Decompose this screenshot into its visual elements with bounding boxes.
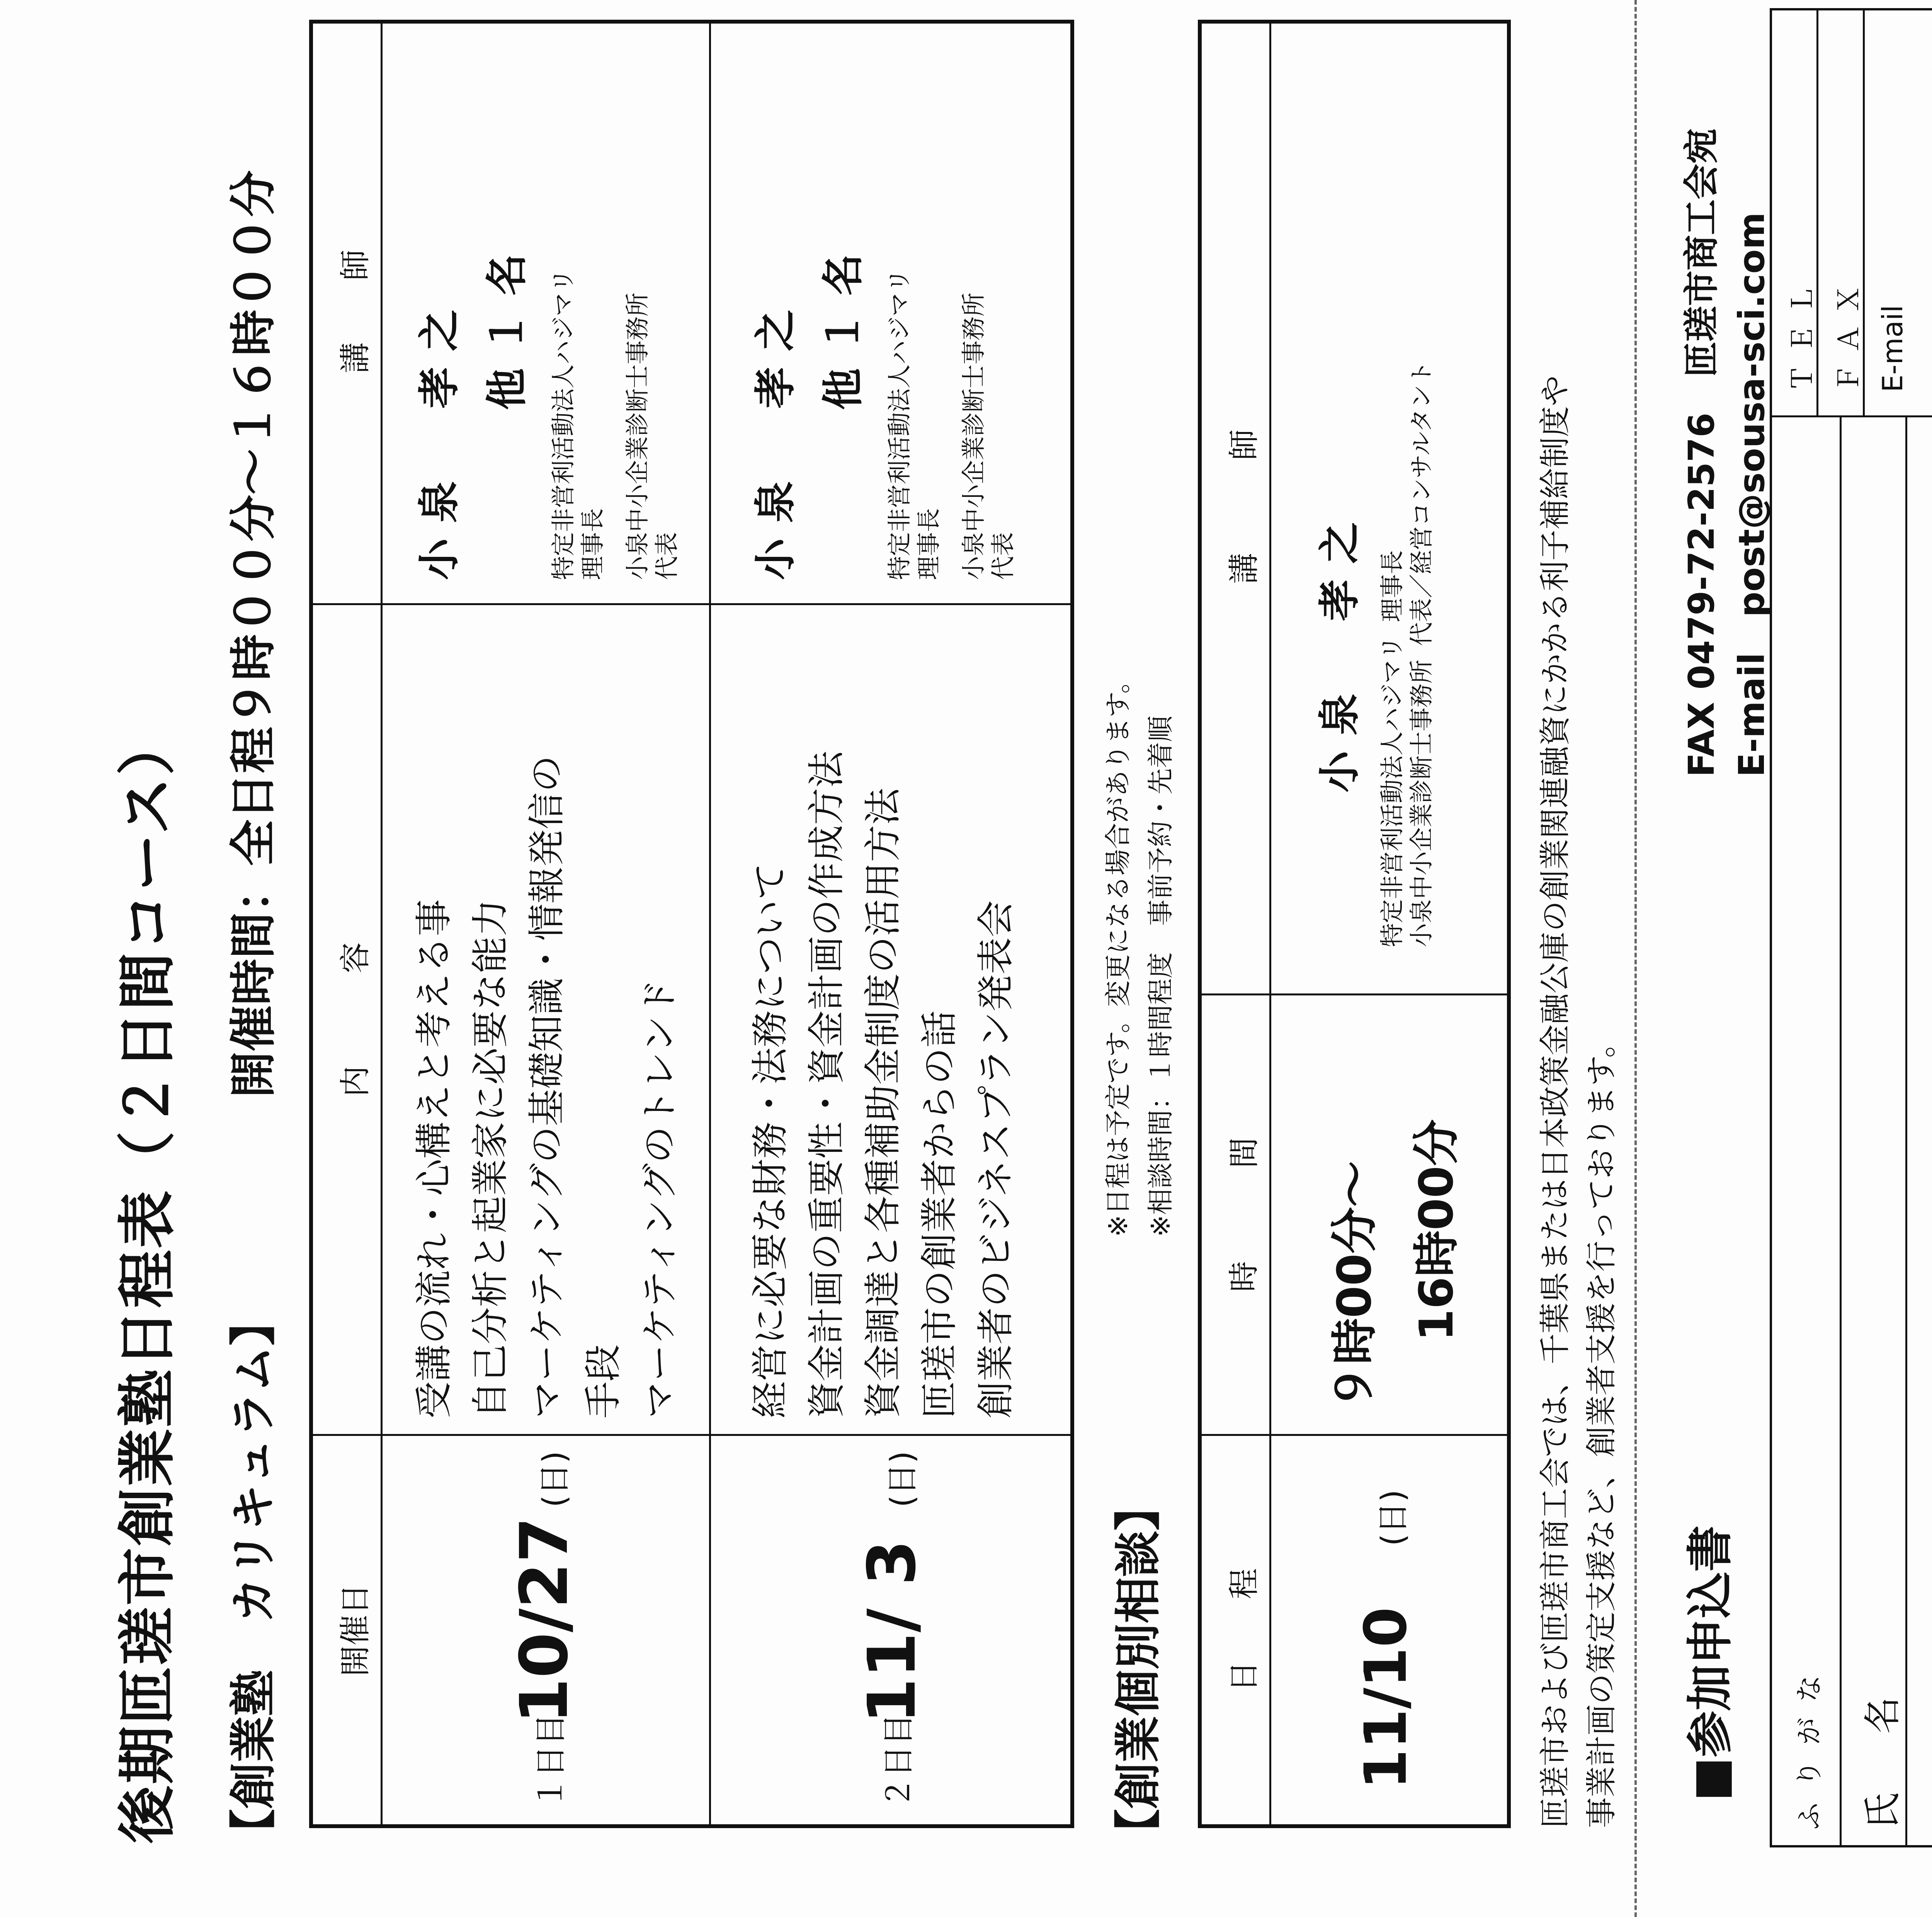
- day-label: １日目: [532, 1713, 569, 1809]
- lecturer-extra: 他１名: [819, 238, 867, 410]
- weekday: (日): [884, 1451, 921, 1507]
- lecturer-org: 特定非営利活動法人ハジマリ: [885, 268, 913, 580]
- consult-col-time: 時 間: [1202, 993, 1271, 1434]
- content-line: 資金計画の重要性・資金計画の作成方法: [805, 751, 848, 1419]
- course-label: 【創業塾 カリキュラム】: [227, 1299, 281, 1855]
- gender-label: [1930, 1686, 1932, 1830]
- col-header-date: 開催日: [313, 1434, 383, 1824]
- name-row: [1842, 415, 1907, 1845]
- content-line: 経営に必要な財務・法務について: [748, 862, 792, 1419]
- support-paragraph-line: 事業計画の策定支援など、創業者支援を行っております。: [1583, 1027, 1619, 1828]
- consult-lecturer-org: 小泉中小企業診断士事務所: [1407, 659, 1435, 947]
- consult-lecturer-role: 代表／経営コンサルタント: [1407, 361, 1435, 646]
- support-paragraph-line: 匝瑳市および匝瑳市商工会では、千葉県または日本政策金融公庫の創業関連融資にかかる利子補給制度や: [1537, 375, 1573, 1828]
- content-line: マーケティングの基礎知識・情報発信の: [525, 755, 568, 1419]
- email-row[interactable]: [1865, 10, 1932, 415]
- fax-label: ＦＡＸ: [1832, 274, 1865, 392]
- content-line: 匝瑳市の創業者からの話: [918, 1010, 961, 1419]
- consult-col-date: 日 程: [1202, 1434, 1271, 1824]
- consult-section-label: 【創業個別相談】: [1112, 1484, 1165, 1855]
- lecturer-role: 代表: [989, 532, 1017, 580]
- content-line: マーケティングのトレンド: [638, 978, 681, 1419]
- page-title: 後期匝瑳市創業塾日程表（２日間コース）: [114, 716, 181, 1844]
- fax-row[interactable]: [1818, 10, 1865, 415]
- lecturer-role: 理事長: [915, 508, 943, 580]
- application-form: [1770, 8, 1932, 1847]
- lecturer-role: 代表: [653, 532, 681, 580]
- day-label: ２日目: [880, 1713, 917, 1809]
- lecturer-org: 小泉中小企業診断士事務所: [623, 292, 651, 580]
- fax-line: FAX 0479-72-2576 匝瑳市商工会宛: [1681, 128, 1722, 777]
- consult-lecturer-role: 理事長: [1378, 550, 1406, 622]
- weekday: (日): [536, 1451, 573, 1507]
- lecturer-name: 小泉 孝之: [752, 294, 800, 580]
- form-title: ■参加申込書: [1684, 1525, 1737, 1801]
- gender-row: [1907, 415, 1932, 1845]
- gender-options[interactable]: [1930, 1381, 1932, 1555]
- consult-lecturer-name: 小泉 孝之: [1316, 506, 1364, 793]
- content-line: 手段: [582, 1344, 625, 1419]
- lecturer-org: 小泉中小企業診断士事務所: [959, 292, 988, 580]
- consult-col-lecturer: 講 師: [1202, 20, 1271, 993]
- name-input[interactable]: [1853, 452, 1896, 1575]
- consult-time-start: ９時00分～: [1328, 1161, 1382, 1411]
- furigana-label: ふりがな: [1793, 1660, 1825, 1830]
- note-consult-time: ※相談時間：１時間程度 事前予約・先着順: [1146, 716, 1176, 1237]
- content-line: 資金調達と各種補助金制度の活用方法: [861, 788, 905, 1419]
- name-label: 氏 名: [1861, 1686, 1904, 1830]
- lecturer-org: 特定非営利活動法人ハジマリ: [549, 268, 577, 580]
- email-label: E-mail: [1876, 305, 1909, 392]
- consult-date: 11/10: [1352, 1607, 1420, 1789]
- email-line: E-mail post@sousa-sci.com: [1731, 212, 1772, 777]
- consult-time-end: 16時00分: [1410, 1119, 1464, 1341]
- content-line: 創業者のビジネスプラン発表会: [974, 900, 1017, 1419]
- consult-weekday: (日): [1375, 1490, 1412, 1546]
- course-hours: 開催時間：全日程９時００分～１６時００分: [227, 170, 281, 1098]
- consult-lecturer-org: 特定非営利活動法人ハジマリ: [1378, 635, 1406, 947]
- furigana-input[interactable]: [1784, 452, 1827, 1575]
- date-value: 11/ 3: [854, 1539, 930, 1724]
- tel-label: ＴＥＬ: [1786, 274, 1818, 392]
- lecturer-name: 小泉 孝之: [415, 294, 464, 580]
- lecturer-role: 理事長: [578, 508, 607, 580]
- col-header-lecturer: 講 師: [313, 20, 383, 603]
- tel-row[interactable]: [1772, 10, 1818, 415]
- date-value: 10/27: [506, 1517, 583, 1724]
- note-schedule: ※日程は予定です。変更になる場合があります。: [1103, 667, 1134, 1237]
- furigana-row: [1772, 415, 1842, 1845]
- lecturer-extra: 他１名: [483, 238, 531, 410]
- col-header-content: 内 容: [313, 603, 383, 1434]
- content-line: 受講の流れ・心構えと考える事: [412, 899, 456, 1419]
- content-line: 自己分析と起業家に必要な能力: [469, 899, 512, 1419]
